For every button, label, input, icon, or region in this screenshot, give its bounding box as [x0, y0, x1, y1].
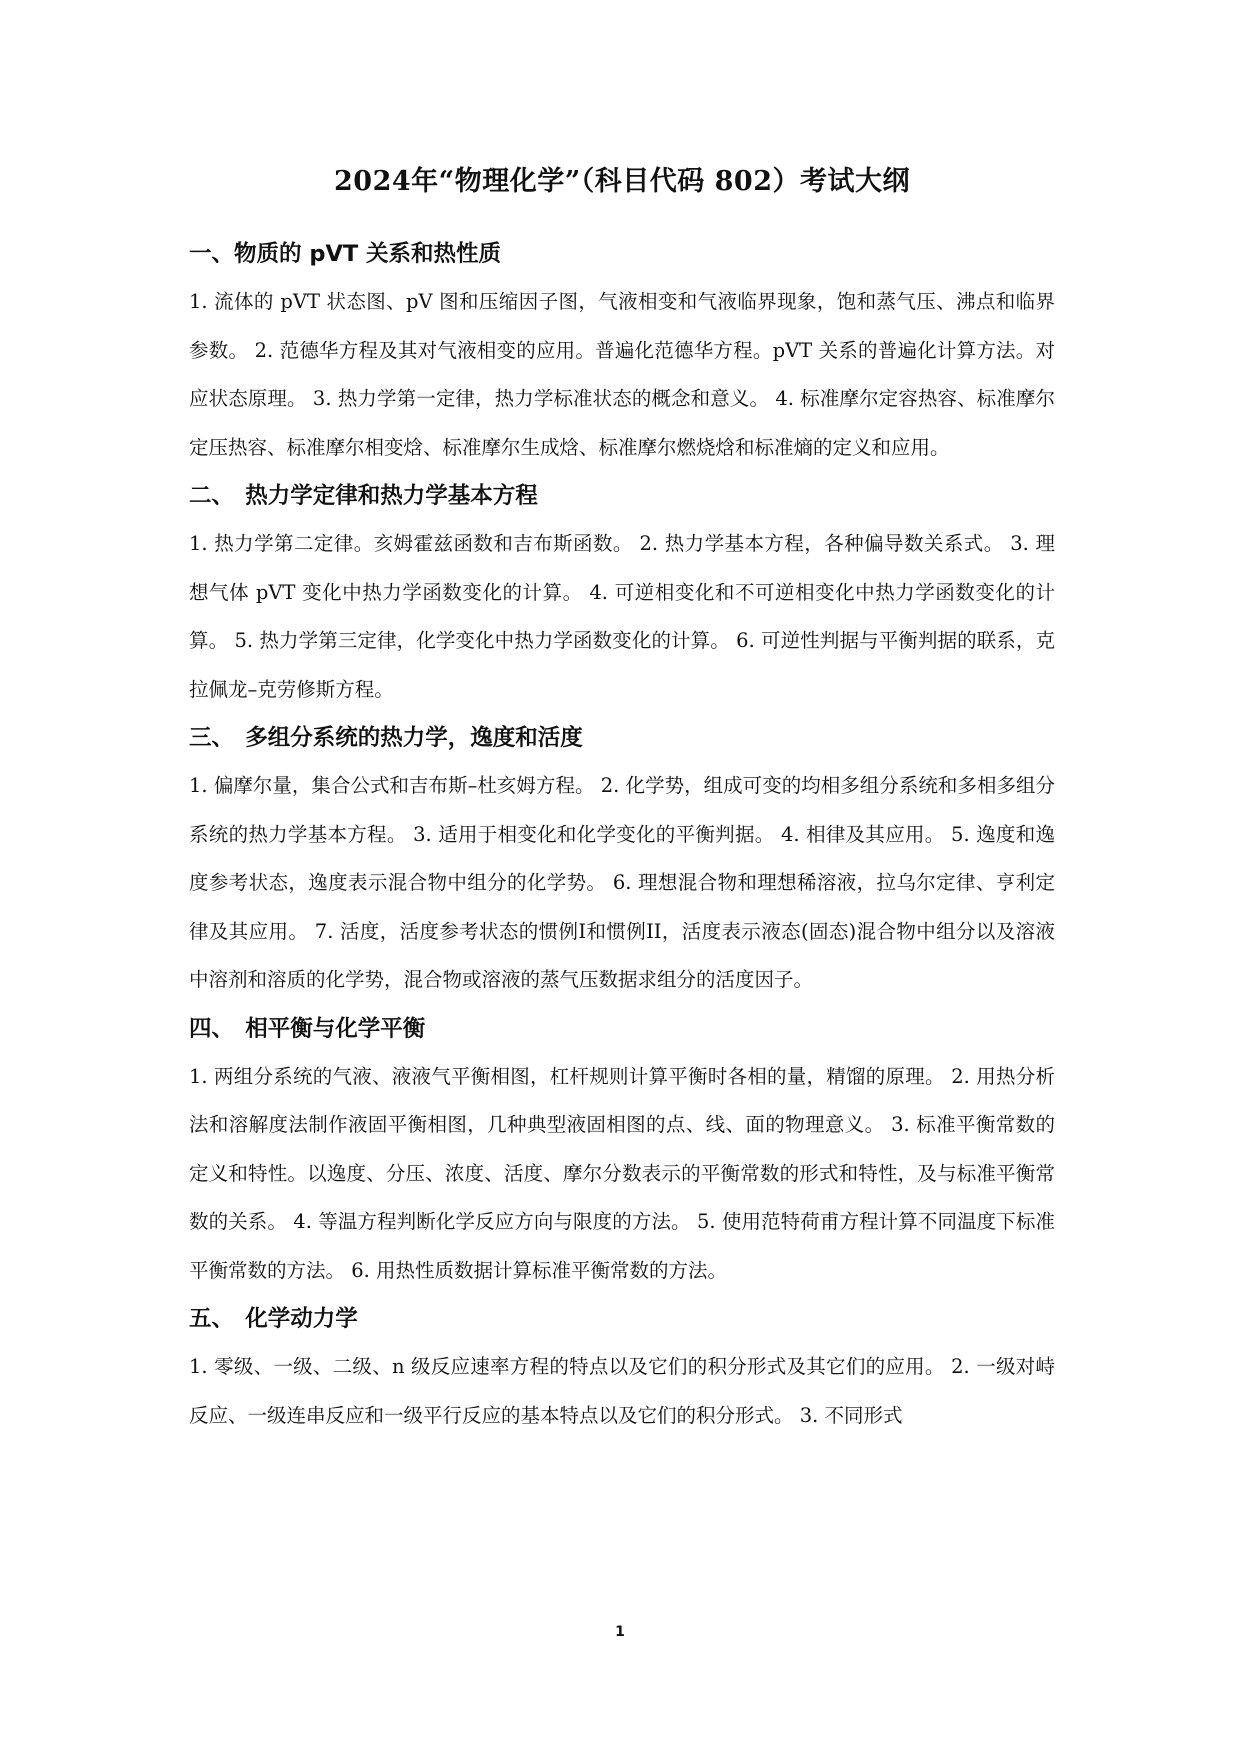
section-heading: 五、 化学动力学: [189, 1306, 358, 1332]
section-paragraph: 1. 偏摩尔量，集合公式和吉布斯–杜亥姆方程。 2. 化学势，组成可变的均相多组分系统和多相多组分系统的热力学基本方程。 3. 适用于相变化和化学变化的平衡判据。 4. 相律及其应用。 5. 逸度和逸度参考状态，逸度表示混合物中组分的化学势。 6. 理想混合物和理想稀溶液，拉乌尔定律、亨利定律及其应用。 7. 活度，活度参考状态的惯例I和惯例II，活度表示液态(固态)混合物中组分以及溶液中溶剂和溶质的化学势，混合物或溶液的蒸气压数据求组分的活度因子。: [189, 774, 1055, 991]
section-heading: 三、 多组分系统的热力学，逸度和活度: [189, 725, 583, 751]
document-body: [189, 158, 1055, 1448]
section-kinetics: [189, 1303, 1055, 1440]
document-title: 2024年“物理化学”（科目代码 802）考试大纲: [334, 166, 910, 197]
section-pvt: [189, 238, 1055, 472]
section-heading: 一、物质的 pVT 关系和热性质: [189, 241, 502, 267]
section-thermodynamic-laws: [189, 480, 1055, 714]
section-heading: 二、 热力学定律和热力学基本方程: [189, 483, 538, 509]
page-number: 1: [615, 1624, 625, 1640]
section-paragraph: 1. 零级、一级、二级、n 级反应速率方程的特点以及它们的积分形式及其它们的应用。 2. 一级对峙反应、一级连串反应和一级平行反应的基本特点以及它们的积分形式。 3. 不同形式: [189, 1355, 1055, 1427]
section-paragraph: 1. 热力学第二定律。亥姆霍兹函数和吉布斯函数。 2. 热力学基本方程，各种偏导数关系式。 3. 理想气体 pVT 变化中热力学函数变化的计算。 4. 可逆相变化和不可逆相变化中热力学函数变化的计算。 5. 热力学第三定律，化学变化中热力学函数变化的计算。 6. 可逆性判据与平衡判据的联系，克拉佩龙–克劳修斯方程。: [189, 532, 1055, 701]
section-phase-equilibrium: [189, 1013, 1055, 1296]
section-heading: 四、 相平衡与化学平衡: [189, 1015, 426, 1042]
section-multicomponent: [189, 722, 1055, 1005]
section-paragraph: 1. 流体的 pVT 状态图、pV 图和压缩因子图，气液相变和气液临界现象，饱和蒸气压、沸点和临界参数。 2. 范德华方程及其对气液相变的应用。普遍化范德华方程。pVT 关系的普遍化计算方法。对应状态原理。 3. 热力学第一定律，热力学标准状态的概念和意义。 4. 标准摩尔定容热容、标准摩尔定压热容、标准摩尔相变焓、标准摩尔生成焓、标准摩尔燃烧焓和标准熵的定义和应用。: [189, 290, 1055, 459]
section-paragraph: 1. 两组分系统的气液、液液气平衡相图，杠杆规则计算平衡时各相的量，精馏的原理。 2. 用热分析法和溶解度法制作液固平衡相图，几种典型液固相图的点、线、面的物理意义。 3. 标准平衡常数的定义和特性。以逸度、分压、浓度、活度、摩尔分数表示的平衡常数的形式和特性，及与标准平衡常数的关系。 4. 等温方程判断化学反应方向与限度的方法。 5. 使用范特荷甫方程计算不同温度下标准平衡常数的方法。 6. 用热性质数据计算标准平衡常数的方法。: [189, 1064, 1055, 1282]
